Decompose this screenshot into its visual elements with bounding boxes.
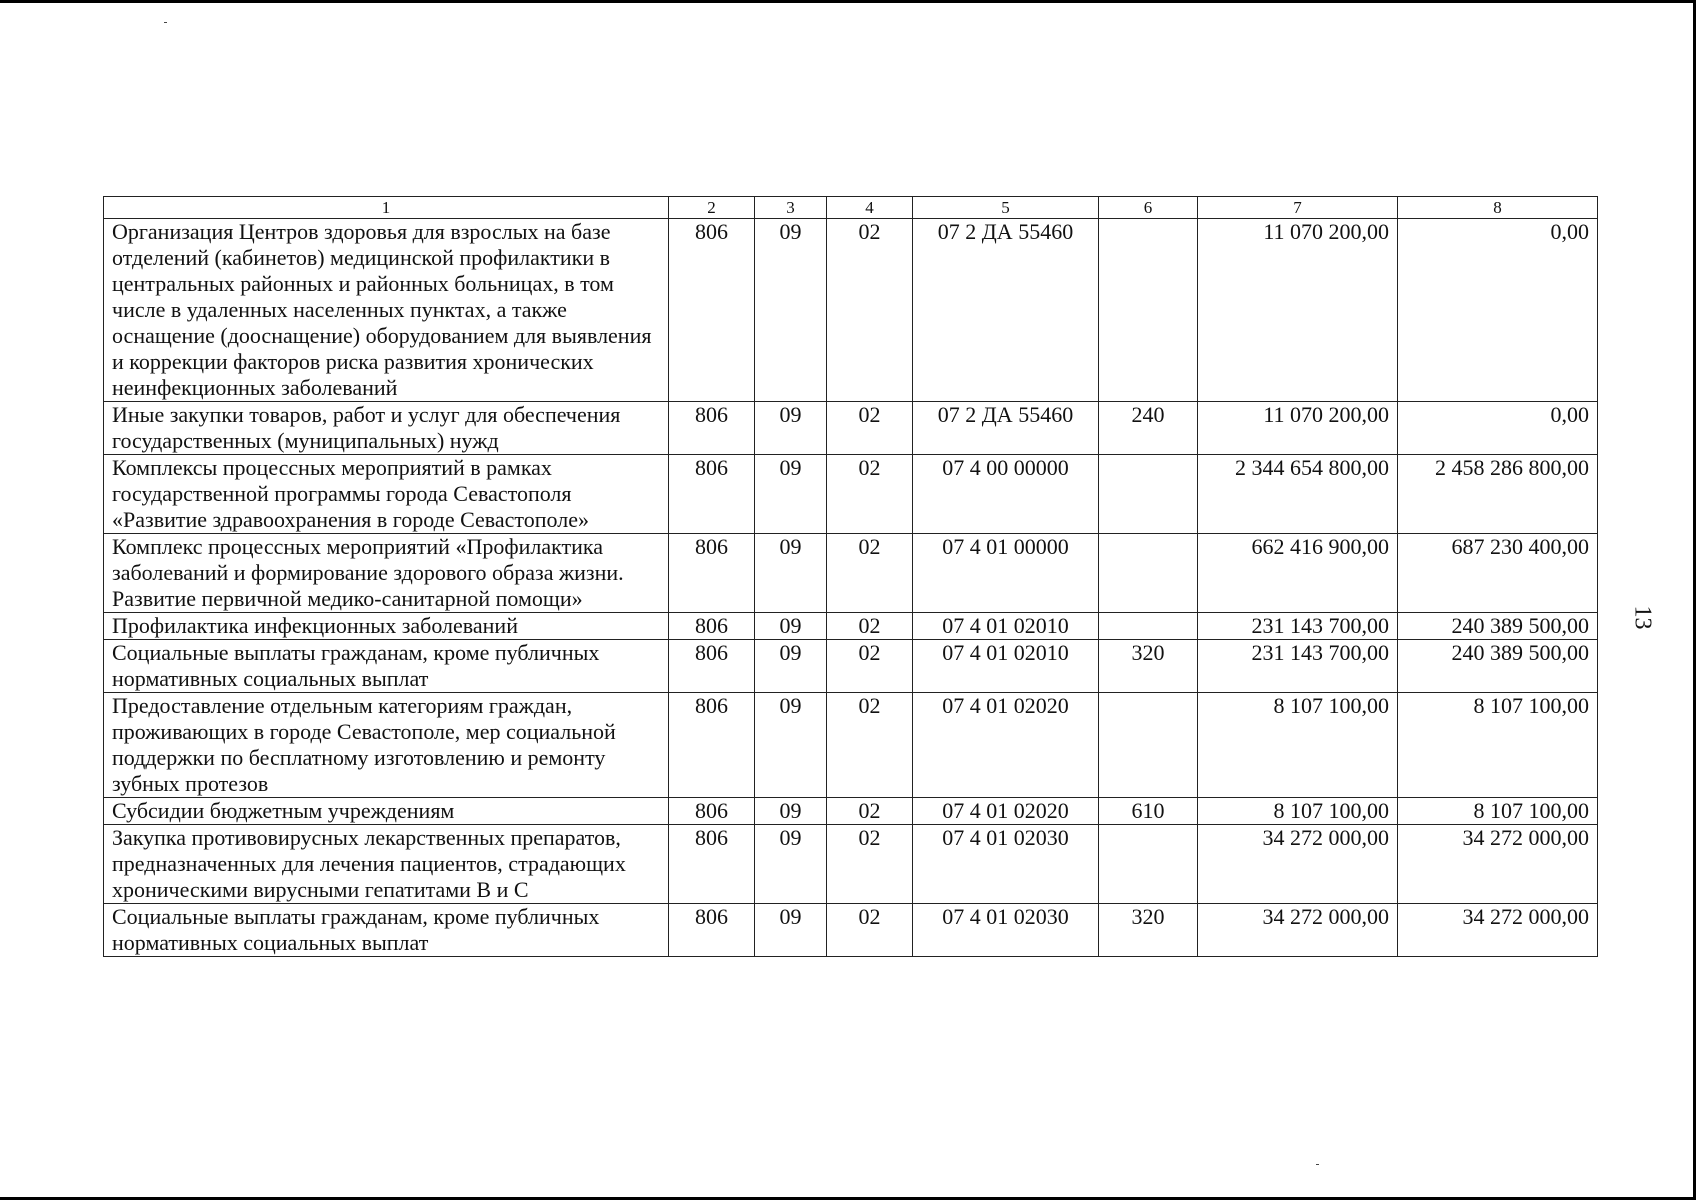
cell-target-article: 07 2 ДА 55460 [913, 219, 1099, 402]
cell-amount-1: 34 272 000,00 [1198, 904, 1398, 957]
cell-ministry: 806 [669, 904, 755, 957]
cell-target-article: 07 4 01 00000 [913, 534, 1099, 613]
cell-subsection: 02 [827, 219, 913, 402]
cell-amount-1: 662 416 900,00 [1198, 534, 1398, 613]
cell-section: 09 [755, 640, 827, 693]
header-row [104, 197, 1598, 219]
cell-target-article: 07 4 01 02010 [913, 613, 1099, 640]
table-row [104, 798, 1598, 825]
column-header: 6 [1099, 197, 1198, 219]
cell-section: 09 [755, 219, 827, 402]
table-row [104, 904, 1598, 957]
cell-ministry: 806 [669, 455, 755, 534]
cell-section: 09 [755, 904, 827, 957]
cell-expense-type: 320 [1099, 904, 1198, 957]
cell-expense-type [1099, 455, 1198, 534]
cell-amount-1: 231 143 700,00 [1198, 640, 1398, 693]
table-row [104, 825, 1598, 904]
column-header: 5 [913, 197, 1099, 219]
cell-amount-2: 8 107 100,00 [1398, 693, 1598, 798]
cell-amount-1: 8 107 100,00 [1198, 798, 1398, 825]
cell-amount-1: 231 143 700,00 [1198, 613, 1398, 640]
cell-amount-2: 240 389 500,00 [1398, 640, 1598, 693]
cell-subsection: 02 [827, 613, 913, 640]
column-header: 8 [1398, 197, 1598, 219]
table-row [104, 455, 1598, 534]
cell-subsection: 02 [827, 640, 913, 693]
table-row [104, 613, 1598, 640]
cell-expense-type [1099, 825, 1198, 904]
cell-amount-1: 34 272 000,00 [1198, 825, 1398, 904]
cell-subsection: 02 [827, 904, 913, 957]
cell-subsection: 02 [827, 798, 913, 825]
cell-amount-1: 2 344 654 800,00 [1198, 455, 1398, 534]
row-name: Иные закупки товаров, работ и услуг для обеспечения государственных (муниципальных) нужд [104, 402, 669, 455]
row-name: Закупка противовирусных лекарственных препаратов, предназначенных для лечения пациентов, страдающих хроническими вирусными гепатитами B и C [104, 825, 669, 904]
cell-ministry: 806 [669, 825, 755, 904]
cell-subsection: 02 [827, 534, 913, 613]
column-header: 4 [827, 197, 913, 219]
cell-subsection: 02 [827, 825, 913, 904]
cell-target-article: 07 2 ДА 55460 [913, 402, 1099, 455]
cell-amount-2: 240 389 500,00 [1398, 613, 1598, 640]
cell-subsection: 02 [827, 455, 913, 534]
cell-ministry: 806 [669, 693, 755, 798]
cell-target-article: 07 4 01 02010 [913, 640, 1099, 693]
cell-amount-2: 8 107 100,00 [1398, 798, 1598, 825]
cell-amount-1: 11 070 200,00 [1198, 402, 1398, 455]
cell-ministry: 806 [669, 534, 755, 613]
cell-subsection: 02 [827, 693, 913, 798]
cell-expense-type [1099, 534, 1198, 613]
cell-target-article: 07 4 00 00000 [913, 455, 1099, 534]
cell-ministry: 806 [669, 219, 755, 402]
cell-expense-type [1099, 219, 1198, 402]
row-name: Организация Центров здоровья для взрослых на базе отделений (кабинетов) медицинской профилактики в центральных районных и районных больницах, в том числе в удаленных населенных пунктах, а также оснащение (дооснащение) оборудованием для выявления и коррекции факторов риска развития хронических неинфекционных заболеваний [104, 219, 669, 402]
column-header: 2 [669, 197, 755, 219]
cell-section: 09 [755, 798, 827, 825]
cell-section: 09 [755, 825, 827, 904]
cell-ministry: 806 [669, 402, 755, 455]
column-header: 3 [755, 197, 827, 219]
cell-ministry: 806 [669, 613, 755, 640]
cell-ministry: 806 [669, 798, 755, 825]
scan-speck [164, 22, 167, 23]
cell-amount-2: 2 458 286 800,00 [1398, 455, 1598, 534]
row-name: Профилактика инфекционных заболеваний [104, 613, 669, 640]
row-name: Субсидии бюджетным учреждениям [104, 798, 669, 825]
cell-target-article: 07 4 01 02030 [913, 904, 1099, 957]
column-header: 7 [1198, 197, 1398, 219]
cell-amount-2: 0,00 [1398, 219, 1598, 402]
row-name: Предоставление отдельным категориям граждан, проживающих в городе Севастополе, мер социальной поддержки по бесплатному изготовлению и ремонту зубных протезов [104, 693, 669, 798]
scan-speck [1316, 1164, 1319, 1165]
cell-section: 09 [755, 693, 827, 798]
table-row [104, 640, 1598, 693]
cell-section: 09 [755, 455, 827, 534]
cell-expense-type: 240 [1099, 402, 1198, 455]
cell-amount-2: 34 272 000,00 [1398, 904, 1598, 957]
cell-target-article: 07 4 01 02030 [913, 825, 1099, 904]
cell-ministry: 806 [669, 640, 755, 693]
table-row [104, 402, 1598, 455]
row-name: Социальные выплаты гражданам, кроме публичных нормативных социальных выплат [104, 904, 669, 957]
cell-section: 09 [755, 534, 827, 613]
cell-target-article: 07 4 01 02020 [913, 693, 1099, 798]
cell-expense-type [1099, 613, 1198, 640]
cell-expense-type [1099, 693, 1198, 798]
row-name: Социальные выплаты гражданам, кроме публичных нормативных социальных выплат [104, 640, 669, 693]
cell-amount-2: 34 272 000,00 [1398, 825, 1598, 904]
cell-amount-2: 0,00 [1398, 402, 1598, 455]
cell-section: 09 [755, 613, 827, 640]
row-name: Комплексы процессных мероприятий в рамках государственной программы города Севастополя «Развитие здравоохранения в городе Севастополе» [104, 455, 669, 534]
cell-expense-type: 320 [1099, 640, 1198, 693]
cell-amount-2: 687 230 400,00 [1398, 534, 1598, 613]
table-row [104, 534, 1598, 613]
cell-expense-type: 610 [1099, 798, 1198, 825]
table-row [104, 219, 1598, 402]
row-name: Комплекс процессных мероприятий «Профилактика заболеваний и формирование здорового образа жизни. Развитие первичной медико-санитарной помощи» [104, 534, 669, 613]
cell-subsection: 02 [827, 402, 913, 455]
page-number: 13 [1629, 605, 1656, 630]
budget-table [103, 196, 1598, 957]
cell-amount-1: 11 070 200,00 [1198, 219, 1398, 402]
cell-section: 09 [755, 402, 827, 455]
cell-amount-1: 8 107 100,00 [1198, 693, 1398, 798]
column-header: 1 [104, 197, 669, 219]
cell-target-article: 07 4 01 02020 [913, 798, 1099, 825]
table-row [104, 693, 1598, 798]
